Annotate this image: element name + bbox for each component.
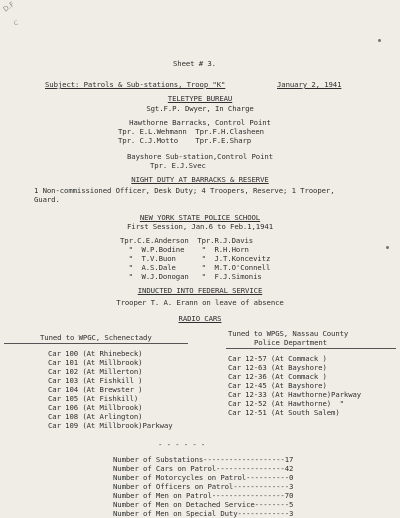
hawthorne-staff-row: Tpr. E.L.Wehmann Tpr.F.H.Clasheen (118, 127, 264, 136)
wpgc-car: Car 109 (At Millbrook)Parkway (48, 421, 173, 430)
punch-hole-top (378, 39, 381, 42)
bayshore-control-point: Bayshore Sub-station,Control Point (127, 152, 273, 161)
document-date: January 2, 1941 (277, 80, 342, 89)
wpgs-heading-rule (226, 348, 396, 349)
wpgc-car: Car 100 (At Rhinebeck) (48, 349, 143, 358)
federal-service-line: Trooper T. A. Erann on leave of absence (116, 298, 284, 307)
school-roster-row: " W.P.Bodine " R.H.Horn (120, 245, 249, 254)
school-roster-row: Tpr.C.E.Anderson Tpr.R.J.Davis (120, 236, 254, 245)
radio-cars-heading: RADIO CARS (178, 314, 222, 323)
wpgc-car: Car 102 (At Millerton) (48, 367, 143, 376)
sheet-number: Sheet # 3. (173, 59, 216, 68)
hawthorne-control-point: Hawthorne Barracks, Control Point (129, 118, 271, 127)
handwritten-mark-2: C (12, 19, 20, 28)
section-separator: - - - - - - (158, 440, 206, 449)
wpgc-car: Car 103 (At Fishkill ) (48, 376, 143, 385)
wpgs-heading: Police Department (254, 338, 327, 347)
wpgs-car: Car 12-36 (At Commack ) (228, 372, 327, 381)
summary-row: Number of Cars on Patrol----------------42 (113, 464, 294, 473)
federal-service-heading: INDUCTED INTO FEDERAL SERVICE (137, 286, 263, 295)
teletype-heading: TELETYPE BUREAU (167, 94, 233, 103)
subject-line: Subject: Patrols & Sub-stations, Troop "K" (45, 80, 226, 89)
punch-hole-bottom (386, 246, 389, 249)
wpgs-car: Car 12-52 (At Hawthorne) " (228, 399, 344, 408)
wpgc-heading-rule (4, 343, 188, 344)
night-duty-line: 1 Non-commissioned Officer, Desk Duty; 4 Troopers, Reserve; 1 Trooper, (34, 186, 335, 195)
wpgc-heading: Tuned to WPGC, Schenectady (40, 333, 152, 342)
night-duty-heading: NIGHT DUTY AT BARRACKS & RESERVE (131, 175, 269, 184)
wpgc-car: Car 101 (At Millbrook) (48, 358, 143, 367)
wpgs-car: Car 12-45 (At Bayshore) (228, 381, 327, 390)
handwritten-mark: D.F (1, 0, 16, 14)
wpgs-heading: Tuned to WPGS, Nassau County (228, 329, 349, 338)
wpgs-car: Car 12-51 (At South Salem) (228, 408, 340, 417)
hawthorne-staff-row: Tpr. C.J.Motto Tpr.F.E.Sharp (118, 136, 252, 145)
wpgc-car: Car 104 (At Brewster ) (48, 385, 143, 394)
school-roster-row: " T.V.Buon " J.T.Koncevitz (120, 254, 271, 263)
summary-row: Number of Men on Special Duty------------3 (113, 509, 294, 518)
school-roster-row: " W.J.Donogan " F.J.Simonis (120, 272, 262, 281)
bayshore-staff-row: Tpr. E.J.Svec (150, 161, 206, 170)
school-roster-row: " A.S.Dale " M.T.O'Connell (120, 263, 271, 272)
wpgs-car: Car 12-63 (At Bayshore) (228, 363, 327, 372)
wpgc-car: Car 108 (At Arlington) (48, 412, 143, 421)
summary-row: Number of Officers on Patrol-------------3 (113, 482, 294, 491)
teletype-in-charge: Sgt.F.P. Dwyer, In Charge (146, 104, 254, 113)
school-session: First Session, Jan.6 to Feb.1,1941 (127, 222, 273, 231)
night-duty-line: Guard. (34, 195, 60, 204)
summary-row: Number of Men on Detached Service--------5 (113, 500, 294, 509)
summary-row: Number of Substations-------------------17 (113, 455, 294, 464)
wpgc-car: Car 105 (At Fishkill) (48, 394, 139, 403)
summary-row: Number of Men on Patrol-----------------70 (113, 491, 294, 500)
wpgc-car: Car 106 (At Millbrook) (48, 403, 143, 412)
school-heading: NEW YORK STATE POLICE SCHOOL (139, 213, 261, 222)
wpgs-car: Car 12-33 (At Hawthorne)Parkway (228, 390, 362, 399)
summary-row: Number of Motorcycles on Patrol----------0 (113, 473, 294, 482)
wpgs-car: Car 12-57 (At Commack ) (228, 354, 327, 363)
